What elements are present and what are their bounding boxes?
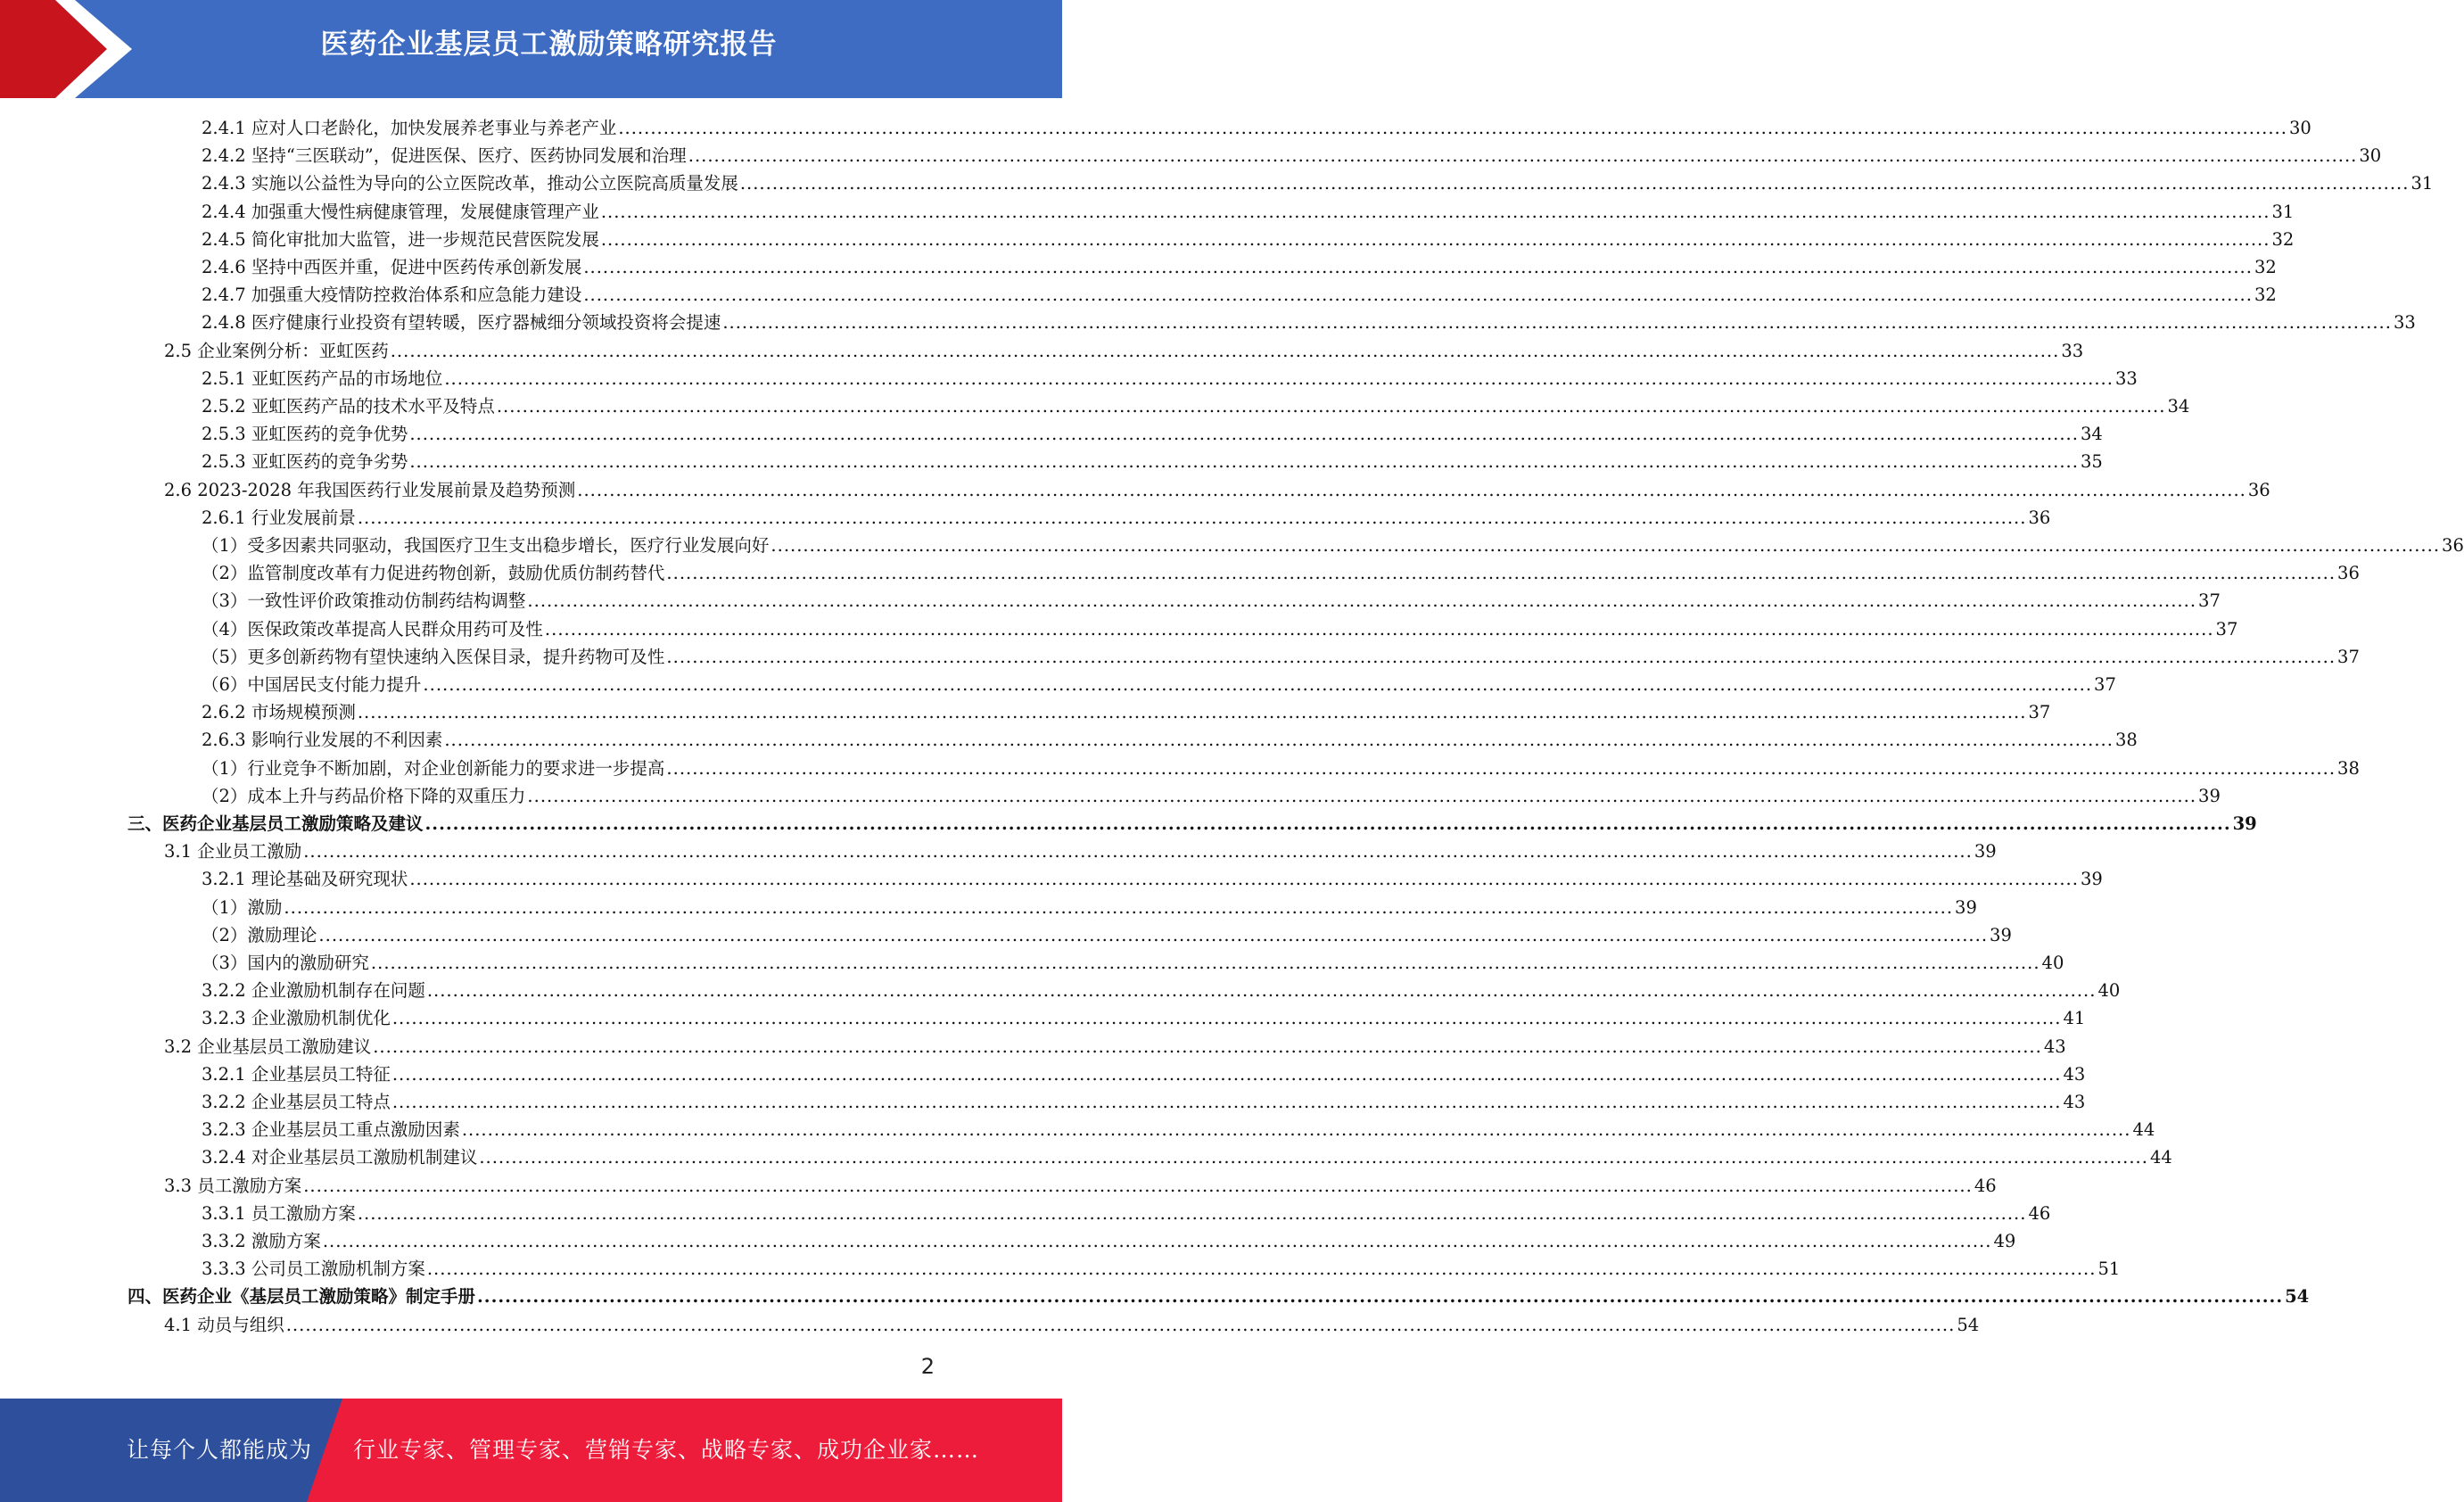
toc-entry[interactable]	[202, 226, 2295, 253]
toc-dot-leader: ....................................................................................................................................................................................................................................................................	[423, 674, 2093, 695]
toc-entry[interactable]	[202, 504, 2051, 532]
toc-entry[interactable]	[202, 559, 2360, 587]
toc-entry-page: 31	[2271, 201, 2295, 222]
toc-dot-leader: ....................................................................................................................................................................................................................................................................	[391, 1063, 2062, 1085]
toc-entry-page: 46	[1974, 1175, 1997, 1196]
toc-entry-page: 36	[2442, 535, 2464, 556]
toc-entry[interactable]	[202, 1060, 2086, 1088]
toc-entry-title: （5）更多创新药物有望快速纳入医保目录，提升药物可及性	[202, 646, 665, 667]
toc-entry[interactable]	[202, 420, 2103, 448]
toc-entry-page: 37	[2215, 618, 2238, 640]
toc-entry[interactable]	[164, 1033, 2066, 1060]
toc-entry[interactable]	[202, 755, 2360, 782]
toc-dot-leader: ....................................................................................................................................................................................................................................................................	[426, 980, 2097, 1002]
toc-dot-leader: ....................................................................................................................................................................................................................................................................	[318, 924, 1989, 945]
toc-entry-title: 2.5.3 亚虹医药的竞争优势	[202, 424, 408, 445]
toc-entry-title: （6）中国居民支付能力提升	[202, 674, 422, 695]
toc-entry-title: 2.4.2 坚持“三医联动”，促进医保、医疗、医药协同发展和治理	[202, 145, 687, 167]
toc-entry[interactable]	[202, 921, 2012, 949]
toc-entry[interactable]	[164, 337, 2084, 365]
toc-entry-page: 43	[2063, 1092, 2086, 1112]
toc-entry[interactable]	[202, 587, 2221, 615]
toc-entry[interactable]	[202, 643, 2360, 671]
toc-entry[interactable]	[202, 949, 2064, 977]
toc-entry-page: 54	[2285, 1286, 2310, 1308]
toc-entry-page: 39	[1990, 924, 2012, 945]
toc-entry-title: 2.5 企业案例分析：亚虹医药	[164, 340, 389, 361]
toc-dot-leader: ....................................................................................................................................................................................................................................................................	[577, 479, 2246, 500]
toc-dot-leader: ....................................................................................................................................................................................................................................................................	[618, 118, 2287, 138]
toc-entry-page: 35	[2080, 451, 2103, 473]
footer-banner	[0, 1399, 1062, 1502]
toc-entry-page: 30	[2288, 118, 2312, 138]
toc-entry-page: 36	[2028, 507, 2051, 528]
toc-entry[interactable]	[128, 1283, 2310, 1310]
toc-dot-leader: ....................................................................................................................................................................................................................................................................	[426, 1259, 2097, 1280]
toc-dot-leader: ....................................................................................................................................................................................................................................................................	[666, 757, 2336, 779]
toc-dot-leader: ....................................................................................................................................................................................................................................................................	[322, 1231, 1992, 1251]
toc-dot-leader: ....................................................................................................................................................................................................................................................................	[527, 590, 2197, 612]
toc-dot-leader: ....................................................................................................................................................................................................................................................................	[390, 340, 2060, 361]
toc-dot-leader: ....................................................................................................................................................................................................................................................................	[444, 730, 2114, 751]
toc-entry-title: 2.4.5 简化审批加大监管，进一步规范民营医院发展	[202, 228, 599, 250]
toc-entry-page: 39	[2232, 813, 2257, 834]
toc-entry[interactable]	[202, 142, 2382, 169]
toc-entry-title: （1）激励	[202, 896, 283, 918]
toc-entry-page: 51	[2097, 1259, 2121, 1280]
toc-entry[interactable]	[164, 1172, 1997, 1200]
toc-entry[interactable]	[202, 1088, 2086, 1116]
toc-dot-leader: ....................................................................................................................................................................................................................................................................	[583, 257, 2253, 277]
toc-entry-page: 32	[2254, 285, 2277, 306]
toc-entry-title: 2.6.3 影响行业发展的不利因素	[202, 730, 443, 751]
toc-entry[interactable]	[202, 1143, 2172, 1171]
toc-entry-page: 44	[2132, 1119, 2155, 1141]
toc-entry-page: 39	[1974, 841, 1997, 862]
page-number: 2	[920, 1354, 935, 1379]
toc-entry-title: （2）成本上升与药品价格下降的双重压力	[202, 785, 526, 806]
toc-dot-leader: ....................................................................................................................................................................................................................................................................	[357, 702, 2027, 723]
toc-entry-title: 3.2 企业基层员工激励建议	[164, 1036, 372, 1057]
toc-entry-title: 2.5.2 亚虹医药产品的技术水平及特点	[202, 396, 495, 417]
toc-entry-page: 37	[2198, 590, 2221, 612]
toc-entry-title: 2.5.1 亚虹医药产品的市场地位	[202, 367, 443, 389]
toc-entry-title: 4.1 动员与组织	[164, 1314, 284, 1335]
toc-entry-page: 32	[2271, 228, 2295, 250]
toc-dot-leader: ....................................................................................................................................................................................................................................................................	[303, 841, 1973, 862]
toc-entry-title: 2.4.1 应对人口老龄化，加快发展养老事业与养老产业	[202, 118, 617, 138]
toc-entry[interactable]	[202, 977, 2121, 1004]
toc-entry-title: 2.4.3 实施以公益性为导向的公立医院改革，推动公立医院高质量发展	[202, 173, 738, 194]
toc-entry-title: 2.4.8 医疗健康行业投资有望转暖，医疗器械细分领域投资将会提速	[202, 312, 721, 334]
toc-entry[interactable]	[202, 532, 2464, 559]
toc-entry-title: 3.3.1 员工激励方案	[202, 1202, 356, 1224]
toc-entry-page: 36	[2247, 479, 2270, 500]
toc-entry-page: 37	[2028, 702, 2051, 723]
toc-entry-page: 39	[1955, 896, 1977, 918]
toc-entry-title: 2.4.7 加强重大疫情防控救治体系和应急能力建设	[202, 285, 582, 306]
toc-entry[interactable]	[202, 253, 2277, 281]
toc-entry-title: 2.4.6 坚持中西医并重，促进中医药传承创新发展	[202, 257, 582, 277]
toc-entry-title: 3.2.2 企业基层员工特点	[202, 1092, 391, 1112]
toc-dot-leader: ....................................................................................................................................................................................................................................................................	[722, 312, 2392, 334]
toc-entry-page: 37	[2094, 674, 2116, 695]
toc-entry[interactable]	[164, 1311, 1980, 1339]
toc-entry-page: 41	[2063, 1008, 2086, 1029]
toc-entry-title: 3.2.4 对企业基层员工激励机制建议	[202, 1147, 478, 1168]
toc-entry[interactable]	[202, 169, 2434, 197]
toc-entry-page: 43	[2043, 1036, 2066, 1057]
toc-entry[interactable]	[202, 198, 2295, 226]
toc-entry-title: （1）受多因素共同驱动，我国医疗卫生支出稳步增长，医疗行业发展向好	[202, 535, 770, 556]
toc-dot-leader: ....................................................................................................................................................................................................................................................................	[544, 618, 2214, 640]
toc-entry[interactable]	[202, 698, 2051, 726]
toc-dot-leader: ....................................................................................................................................................................................................................................................................	[477, 1286, 2284, 1308]
toc-dot-leader: ....................................................................................................................................................................................................................................................................	[771, 535, 2441, 556]
toc-entry-page: 34	[2080, 424, 2103, 445]
footer-slogan-left: 让每个人都能成为	[127, 1437, 313, 1463]
toc-entry-page: 39	[2198, 785, 2221, 806]
toc-dot-leader: ....................................................................................................................................................................................................................................................................	[444, 367, 2114, 389]
footer-slogan-right: 行业专家、管理专家、营销专家、战略专家、成功企业家……	[353, 1437, 980, 1463]
toc-entry-title: 2.4.4 加强重大慢性病健康管理，发展健康管理产业	[202, 201, 599, 222]
header-banner	[0, 0, 1062, 98]
toc-dot-leader: ....................................................................................................................................................................................................................................................................	[461, 1119, 2131, 1141]
toc-entry-title: （4）医保政策改革提高人民群众用药可及性	[202, 618, 543, 640]
toc-entry-page: 32	[2254, 257, 2277, 277]
toc-entry-title: 2.6.1 行业发展前景	[202, 507, 356, 528]
toc-entry-page: 38	[2114, 730, 2138, 751]
toc-entry-title: 2.5.3 亚虹医药的竞争劣势	[202, 451, 408, 473]
toc-dot-leader: ....................................................................................................................................................................................................................................................................	[739, 173, 2410, 194]
toc-dot-leader: ....................................................................................................................................................................................................................................................................	[409, 451, 2079, 473]
toc-dot-leader: ....................................................................................................................................................................................................................................................................	[357, 507, 2027, 528]
toc-dot-leader: ....................................................................................................................................................................................................................................................................	[666, 563, 2336, 584]
toc-entry-page: 38	[2337, 757, 2360, 779]
toc-entry[interactable]	[202, 365, 2138, 392]
toc-entry-page: 39	[2080, 869, 2103, 890]
toc-dot-leader: ....................................................................................................................................................................................................................................................................	[391, 1008, 2062, 1029]
toc-entry[interactable]	[202, 281, 2277, 309]
toc-entry-title: 3.2.2 企业激励机制存在问题	[202, 980, 425, 1002]
toc-dot-leader: ....................................................................................................................................................................................................................................................................	[479, 1147, 2148, 1168]
toc-entry-page: 33	[2061, 340, 2084, 361]
toc-entry-title: 3.3.3 公司员工激励机制方案	[202, 1259, 425, 1280]
toc-dot-leader: ....................................................................................................................................................................................................................................................................	[373, 1036, 2042, 1057]
toc-entry[interactable]	[202, 392, 2190, 420]
toc-entry-page: 33	[2114, 367, 2138, 389]
toc-dot-leader: ....................................................................................................................................................................................................................................................................	[600, 201, 2270, 222]
toc-entry-title: 3.2.1 理论基础及研究现状	[202, 869, 408, 890]
toc-dot-leader: ....................................................................................................................................................................................................................................................................	[688, 145, 2358, 167]
toc-entry[interactable]	[202, 671, 2116, 698]
toc-entry-page: 33	[2393, 312, 2416, 334]
toc-entry-page: 49	[1993, 1231, 2016, 1251]
toc-entry-title: 2.6 2023-2028 年我国医药行业发展前景及趋势预测	[164, 479, 576, 500]
toc-dot-leader: ....................................................................................................................................................................................................................................................................	[666, 646, 2336, 667]
toc-dot-leader: ....................................................................................................................................................................................................................................................................	[527, 785, 2197, 806]
toc-entry-page: 40	[2041, 953, 2064, 973]
report-title: 医药企业基层员工激励策略研究报告	[320, 29, 778, 61]
toc-entry[interactable]	[202, 448, 2103, 475]
toc-dot-leader: ....................................................................................................................................................................................................................................................................	[284, 896, 1954, 918]
toc-entry-title: （3）国内的激励研究	[202, 953, 369, 973]
toc-entry[interactable]	[202, 1004, 2086, 1032]
toc-dot-leader: ....................................................................................................................................................................................................................................................................	[303, 1175, 1973, 1196]
toc-entry-title: 四、医药企业《基层员工激励策略》制定手册	[128, 1286, 476, 1308]
toc-entry[interactable]	[202, 1116, 2155, 1143]
toc-entry-title: 2.6.2 市场规模预测	[202, 702, 356, 723]
toc-dot-leader: ....................................................................................................................................................................................................................................................................	[357, 1202, 2027, 1224]
toc-entry[interactable]	[128, 810, 2257, 838]
toc-entry-title: （1）行业竞争不断加剧，对企业创新能力的要求进一步提高	[202, 757, 665, 779]
toc-entry-title: 三、医药企业基层员工激励策略及建议	[128, 813, 424, 834]
toc-entry-page: 34	[2167, 396, 2190, 417]
toc-dot-leader: ....................................................................................................................................................................................................................................................................	[409, 869, 2079, 890]
toc-entry-title: 3.3 员工激励方案	[164, 1175, 302, 1196]
toc-dot-leader: ....................................................................................................................................................................................................................................................................	[285, 1314, 1956, 1335]
toc-entry-page: 46	[2028, 1202, 2051, 1224]
toc-entry-title: 3.2.3 企业激励机制优化	[202, 1008, 391, 1029]
toc-entry-page: 30	[2359, 145, 2382, 167]
toc-entry[interactable]	[202, 865, 2103, 893]
toc-entry-page: 36	[2337, 563, 2360, 584]
toc-entry[interactable]	[202, 894, 1977, 921]
toc-entry-page: 40	[2097, 980, 2121, 1002]
toc-dot-leader: ....................................................................................................................................................................................................................................................................	[600, 228, 2270, 250]
toc-entry[interactable]	[202, 114, 2312, 142]
toc-dot-leader: ....................................................................................................................................................................................................................................................................	[409, 424, 2079, 445]
toc-dot-leader: ....................................................................................................................................................................................................................................................................	[583, 285, 2253, 306]
toc-entry[interactable]	[202, 1200, 2051, 1227]
toc-entry[interactable]	[202, 726, 2138, 754]
toc-entry-page: 37	[2337, 646, 2360, 667]
toc-entry[interactable]	[202, 782, 2221, 810]
toc-entry-page: 54	[1957, 1314, 1980, 1335]
toc-entry-title: （3）一致性评价政策推动仿制药结构调整	[202, 590, 526, 612]
toc-entry[interactable]	[202, 615, 2238, 643]
toc-entry-page: 31	[2410, 173, 2434, 194]
toc-dot-leader: ....................................................................................................................................................................................................................................................................	[424, 813, 2231, 834]
toc-entry-page: 43	[2063, 1063, 2086, 1085]
toc-dot-leader: ....................................................................................................................................................................................................................................................................	[391, 1092, 2062, 1112]
toc-entry[interactable]	[164, 838, 1997, 865]
toc-entry[interactable]	[202, 309, 2416, 336]
toc-dot-leader: ....................................................................................................................................................................................................................................................................	[370, 953, 2040, 973]
toc-entry-title: （2）监管制度改革有力促进药物创新，鼓励优质仿制药替代	[202, 563, 665, 584]
toc-entry[interactable]	[202, 1255, 2121, 1283]
toc-entry-title: 3.3.2 激励方案	[202, 1231, 321, 1251]
toc-entry-title: 3.2.3 企业基层员工重点激励因素	[202, 1119, 460, 1141]
toc-dot-leader: ....................................................................................................................................................................................................................................................................	[496, 396, 2166, 417]
toc-entry[interactable]	[164, 476, 2270, 504]
toc-entry-page: 44	[2149, 1147, 2172, 1168]
toc-entry-title: （2）激励理论	[202, 924, 317, 945]
toc-entry[interactable]	[202, 1227, 2016, 1255]
toc-entry-title: 3.1 企业员工激励	[164, 841, 302, 862]
toc-entry-title: 3.2.1 企业基层员工特征	[202, 1063, 391, 1085]
